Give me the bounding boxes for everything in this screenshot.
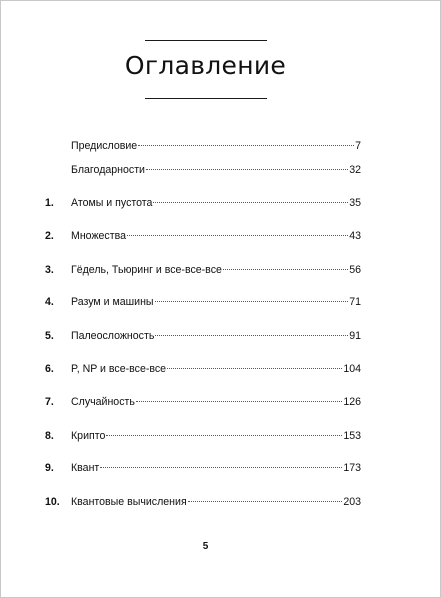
toc-entry-title: Благодарности [71, 164, 145, 176]
toc-entry [45, 196, 361, 210]
toc-entry-number: 3. [45, 264, 54, 276]
toc-entry-number: 5. [45, 330, 54, 342]
toc-leader-dots [153, 202, 348, 203]
toc-leader-dots [155, 335, 348, 336]
toc-entry-title: Крипто [71, 430, 106, 442]
toc-entry [45, 295, 361, 309]
toc-entry-page: 104 [343, 363, 361, 375]
title-bottom-rule [145, 98, 267, 99]
toc-entry-page: 203 [343, 496, 361, 508]
toc-leader-dots [188, 501, 343, 502]
toc-entry [45, 461, 361, 475]
toc-entry-number: 7. [45, 396, 54, 408]
toc-entry-number: 9. [45, 462, 54, 474]
toc-entry-title: Гёдель, Тьюринг и все-все-все [71, 264, 222, 276]
toc-entry-number: 8. [45, 430, 54, 442]
toc-leader-dots [106, 435, 342, 436]
toc-leader-dots [127, 235, 348, 236]
toc-entry [45, 263, 361, 277]
toc-entry-title: Множества [71, 230, 126, 242]
toc-entry-page: 126 [343, 396, 361, 408]
toc-entry [45, 229, 361, 243]
toc-entry [45, 139, 361, 153]
toc-entry [45, 395, 361, 409]
toc-entry [45, 329, 361, 343]
toc-entry-title: Разум и машины [71, 296, 154, 308]
toc-entry-page: 153 [343, 430, 361, 442]
toc-entry [45, 429, 361, 443]
toc-entry-title: P, NP и все-все-все [71, 363, 167, 375]
toc-leader-dots [100, 467, 342, 468]
toc-leader-dots [223, 269, 348, 270]
toc-leader-dots [167, 368, 342, 369]
toc-entry-title: Предисловие [71, 140, 138, 152]
toc-entry [45, 495, 361, 509]
toc-leader-dots [138, 145, 354, 146]
toc-entry-number: 1. [45, 197, 54, 209]
toc-entry-page: 35 [349, 197, 361, 209]
toc-entry-title: Атомы и пустота [71, 197, 153, 209]
title-top-rule [145, 40, 267, 41]
toc-entry-page: 32 [349, 164, 361, 176]
toc-entry-number: 4. [45, 296, 54, 308]
toc-entry-page: 43 [349, 230, 361, 242]
page-title: Оглавление [124, 51, 287, 80]
toc-entry [45, 163, 361, 177]
toc-entry-title: Квантовые вычисления [71, 496, 187, 508]
toc-entry-page: 7 [355, 140, 361, 152]
toc-entry-number: 10. [45, 496, 60, 508]
page-number: 5 [202, 541, 209, 552]
toc-leader-dots [146, 169, 348, 170]
toc-leader-dots [155, 301, 349, 302]
toc-entry-number: 2. [45, 230, 54, 242]
toc-entry-page: 173 [343, 462, 361, 474]
toc-entry-title: Палеосложность [71, 330, 155, 342]
toc-entry-number: 6. [45, 363, 54, 375]
toc-entry-page: 91 [349, 330, 361, 342]
toc-entry [45, 362, 361, 376]
toc-entry-page: 56 [349, 264, 361, 276]
toc-entry-page: 71 [349, 296, 361, 308]
toc-leader-dots [136, 401, 342, 402]
toc-entry-title: Квант [71, 462, 100, 474]
toc-entry-title: Случайность [71, 396, 135, 408]
